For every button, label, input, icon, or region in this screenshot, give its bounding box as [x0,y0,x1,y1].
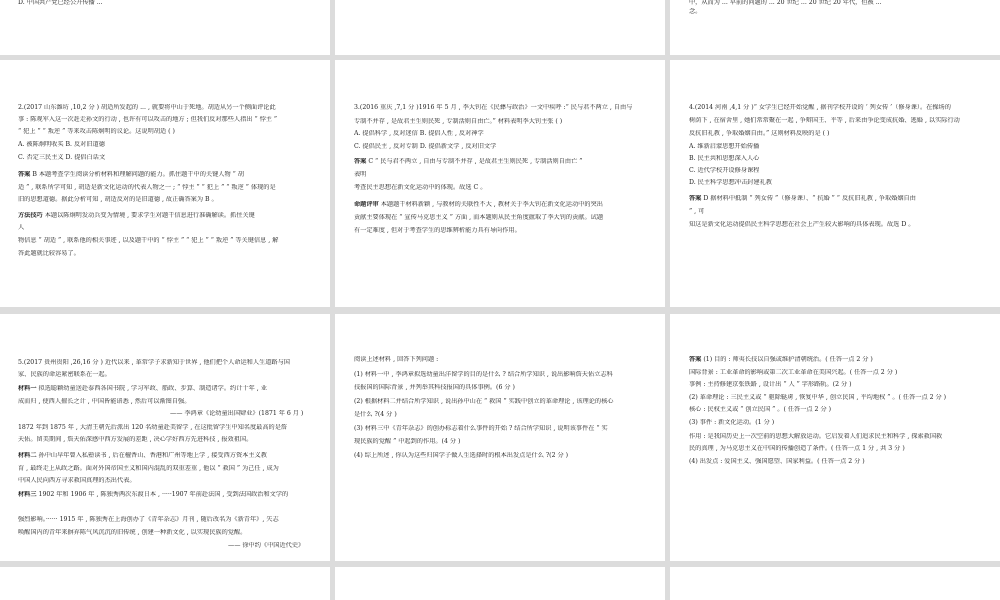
label-bold: 材料二 [18,452,37,459]
page-tile-r3c2 [335,314,665,561]
answer-line: 答案 (1) 目的 : 师夷长技以自强或维护清朝统治。( 任答一点 2 分 ) [689,356,873,363]
text-line: 天佑。留美期间 , 詹天佑深感中西方发展的差距 , 决心学好西方先进科技 , 报效祖国。 [18,436,253,443]
text-line: 事例 : 主持修建京张铁路 , 设计出 “ 人 ” 字形路轨。(2 分 ) [689,381,852,388]
text-line: 家、民族的命运紧密联系在一起。 [18,371,111,378]
text-line: 育 , 最终走上从政之路。面对外国帝国主义和国内混乱的双重差重 , 他以 “ 救国 ” 为己任 , 成为 [18,465,279,472]
question-stem: 3.(2016 重庆 ,7,1 分 )1916 年 5 月 , 李大钊在《民彝与政治》一文中疾呼 :“ 民与君不两立 , 自由与 [354,104,633,111]
text-line: 成而归 , 使西人擅长之计 , 中国皆能谙悉 , 然后可以渐图自强。 [18,398,191,405]
text-line: 表明 [354,171,367,178]
text-line: 反抗旧礼教 , 争取婚姻自由。” 这则材料反映的是 ( ) [689,130,830,137]
text-line: D. 中国共产党已经公开传播 ... [18,0,103,6]
text-line: 民的真理 , 为马克思主义在中国的传播创造了条件。( 任答一点 1 分 , 共 3 分 ) [689,445,905,452]
material-line: 材料一 拟选聪颖幼童送赴泰西各国书院 , 学习军政、船政、步算、制造诸学。约计十年 , 业 [18,385,267,392]
label-bold: 命题评审 [354,201,379,208]
tips-line: 方法技巧 本题以陈炯明发动兵变为情境 , 要求学生对题干信息进行准确解读。抓住关键 [18,212,255,219]
answer-line: 答案 D 据材料中抵制 “ 列女传 ”（修身课）、“ 抗婚 ” “ 反抗旧礼教 , 争取婚姻自由 [689,195,916,202]
text-line: (2) 革命理论 : 三民主义或 “ 驱除鞑虏 , 恢复中华 , 创立民国 , 平均地权 ” 。( 任答一点 2 分 ) [689,394,947,401]
page-tile-r1c3 [670,0,1000,55]
review-line: 命题评审 本题题干材料新颖 , 与教材的关联性不大 , 教材关于李大钊在新文化运动中的突出 [354,201,603,208]
page-tile-r4c3 [670,567,1000,600]
option-line: D. 民主科学思想冲击封建礼教 [689,179,772,186]
text-line: 答此题就比较容易了。 [18,250,80,257]
option-line: C. 否定三民主义 D. 提倡白话文 [18,154,106,161]
material-line: 材料二 孙中山早年曾入私塾读书 , 后在檀香山、香港和广州等地上学 , 接受西方资本主义教 [18,452,267,459]
text-line: 阅读上述材料 , 回答下列问题 : [354,356,439,363]
text-line: 1872 年到 1875 年 , 大清王朝先后派出 120 名幼童赴美留学 , 在这批留学生中知名度最高的是詹 [18,424,288,431]
text-line: 适 ” , 联系所学可知 , 胡适是新文化运动的代表人物之一 ; “ 悖主 ” “ 犯上 ” “ 叛逆 ” 体现的是 [18,184,276,191]
text-line: 核心 : 民权主义或 “ 创立民国 ” 。( 任答一点 2 分 ) [689,406,832,413]
text-line: 国际背景 : 工业革命的影响或第二次工业革命在美国兴起。( 任答一点 2 分 ) [689,369,898,376]
label-bold: 答案 [689,195,702,202]
question-stem: 4.(2014 河南 ,4,1 分 )“ 女学生已经开始觉醒 , 据刊学校开设的 ‘ 列女传 ’（修身课）。在操场的 [689,104,951,111]
label-bold: 方法技巧 [18,212,43,219]
option-line: C. 近代学校开设修身课程 [689,167,760,174]
page-tile-r4c2 [335,567,665,600]
text-line: (4) 出发点 : 爱国主义、强国愿望、国家利益。( 任答一点 2 分 ) [689,458,865,465]
sub-question: (4) 综上所述 , 你认为这些归国学子做人生选择时的根本出发点是什么 ?(2 分 ) [354,452,569,459]
question-stem: 2.(2017 山东潍坊 ,10,2 分 ) 胡适所发起的 ... , 就要将中山于死地。胡适从另一个侧面评论此 [18,104,276,111]
text-line: 树荫下 , 在宿舍里 , 她们常常聚在一起 , 争辩国王、平等 , 后来由争论变成抗婚、逃婚 , 以实际行动 [689,117,960,124]
text-line: 物信息 “ 胡适 ” , 联系他的相关事迹 , 以及题干中的 “ 悖主 ” “ 犯上 ” “ 叛逆 ” 等关键信息 , 解 [18,237,279,244]
option-line: A. 维新启蒙思想开始传播 [689,143,760,150]
page-tile-r2c2 [335,60,665,307]
text-line: 唤醒国内的青年来摒弃陈气风沉沉的旧传统 , 创建一种新文化 , 以实现民族的觉醒。 [18,529,247,536]
text-line: 事 : 陈观军入这一次赶走孙文的行动 , 也许有可以攻击的地方 ; 但我们反对那些人指出 “ 悖主 ” [18,116,278,123]
text-line: 人 [18,224,25,231]
page-tile-r1c1 [0,0,330,55]
source-line: —— 李鸿章《论幼童出国肄业》(1871 年 6 月 ) [170,410,304,417]
text-line: 现民族的觉醒 ” 中起到的作用。(4 分 ) [354,438,461,445]
page-tile-r4c1 [0,567,330,600]
text-line: “ 犯上 ” “ 叛逆 ” 等来攻击陈炯明的议论。这说明胡适 ( ) [18,128,175,135]
page-tile-r2c3 [670,60,1000,307]
label-bold: 材料一 [18,385,37,392]
text-line: 作用 : 是我国历史上一次空前的思想大解放运动。它启发着人们追求民主和科学 , 探索救国救 [689,433,943,440]
answer-line: 答案 B 本题考查学生阅读分析材料和理解问题的能力。抓住题干中的关键人物 “ 胡 [18,171,244,178]
text-line: 知这是新文化运动提倡民主科学思想在社会上产生较大影响的具体表现。故选 D 。 [689,221,915,228]
label-bold: 答案 [354,158,367,165]
sub-question: (1) 材料一中 , 李鸿章拟选幼童出洋留学的目的是什么 ? 结合所学知识 , 说出影响詹天佑立志科 [354,371,613,378]
question-stem: 5.(2017 贵州贵阳 ,26,16 分 ) 近代以来 , 革常学子求新知于世界 , 他们把个人命运和人生道路与国 [18,359,290,366]
page-tile-r3c3 [670,314,1000,561]
sub-question: (3) 材料三中《青年杂志》的创办标志着什么事件的开始 ? 结合所学知识 , 说明该事件在 “ 实 [354,425,608,432]
label-bold: 答案 [689,356,702,363]
material-line: 材料三 1902 年和 1906 年 , 陈独秀两次东渡日本 , ·····1907 年前赴法国 , 受到法国政治和文学的 [18,491,289,498]
text-line: 中，从而为 ... 早前的问题的 ... 20 世纪 ... 20 世纪 20 年代，但被 ... [689,0,882,6]
label-bold: 材料三 [18,491,37,498]
text-line: (3) 事件 : 新文化运动。(1 分 ) [689,419,775,426]
text-line: 旧的思想道德。据此分析可知 , 胡适反对的是旧道德 , 故正确答案为 B 。 [18,196,218,203]
text-line: 专制不并存 , 是故君主生则民死 , 专制活则自由亡。” 材料表明李大钊主张 ( ) [354,118,563,125]
text-line: 强烈影响。······ 1915 年 , 陈独秀在上海创办了《青年杂志》月刊 , 随后改名为《新青年》, 矢志 [18,516,279,523]
page-tile-r1c2 [335,0,665,55]
text-line: 技报国的国际背景 , 并列举其科技报国的具体事例。(6 分 ) [354,384,515,391]
answer-line: 答案 C “ 民与君不两立 , 自由与专制不并存 , 是故君主生则民死 , 专制活则自由亡 ” [354,158,583,165]
page-tile-r3c1 [0,314,330,561]
sub-question: (2) 根据材料二并结合所学知识 , 说出孙中山在 “ 救国 ” 实践中创立的革命理论 , 该理论的核心 [354,398,614,405]
page-tile-r2c1 [0,60,330,307]
option-line: C. 提倡民主 , 反对专制 D. 提倡新文学 , 反对旧文学 [354,143,497,150]
text-line: 考查民主思想在新文化运动中的体现。故选 C 。 [354,184,487,191]
option-line: A. 提倡科学 , 反对迷信 B. 提倡人性 , 反对神学 [354,130,484,137]
text-line: 有一定难度 , 但对于考查学生的思维辨析能力具有导向作用。 [354,227,521,234]
label-bold: 答案 [18,171,31,178]
source-line: —— 徐中约《中国近代史》 [228,542,305,549]
option-line: B. 民主共和思想深入人心 [689,155,760,162]
option-line: A. 被陈炯明收买 B. 反对旧道德 [18,141,105,148]
text-line: ” , 可 [689,208,705,215]
text-line: 贡献主要体现在 “ 宣传马克思主义 ” 方面 , 而本题则从民主角度摭取了李大钊的贡献。试题 [354,214,604,221]
text-line: 中国人民向西方寻求救国真理的杰出代表。 [18,477,136,484]
text-line: 是什么 ?(4 分 ) [354,411,397,418]
text-line: 念。 [689,8,702,15]
